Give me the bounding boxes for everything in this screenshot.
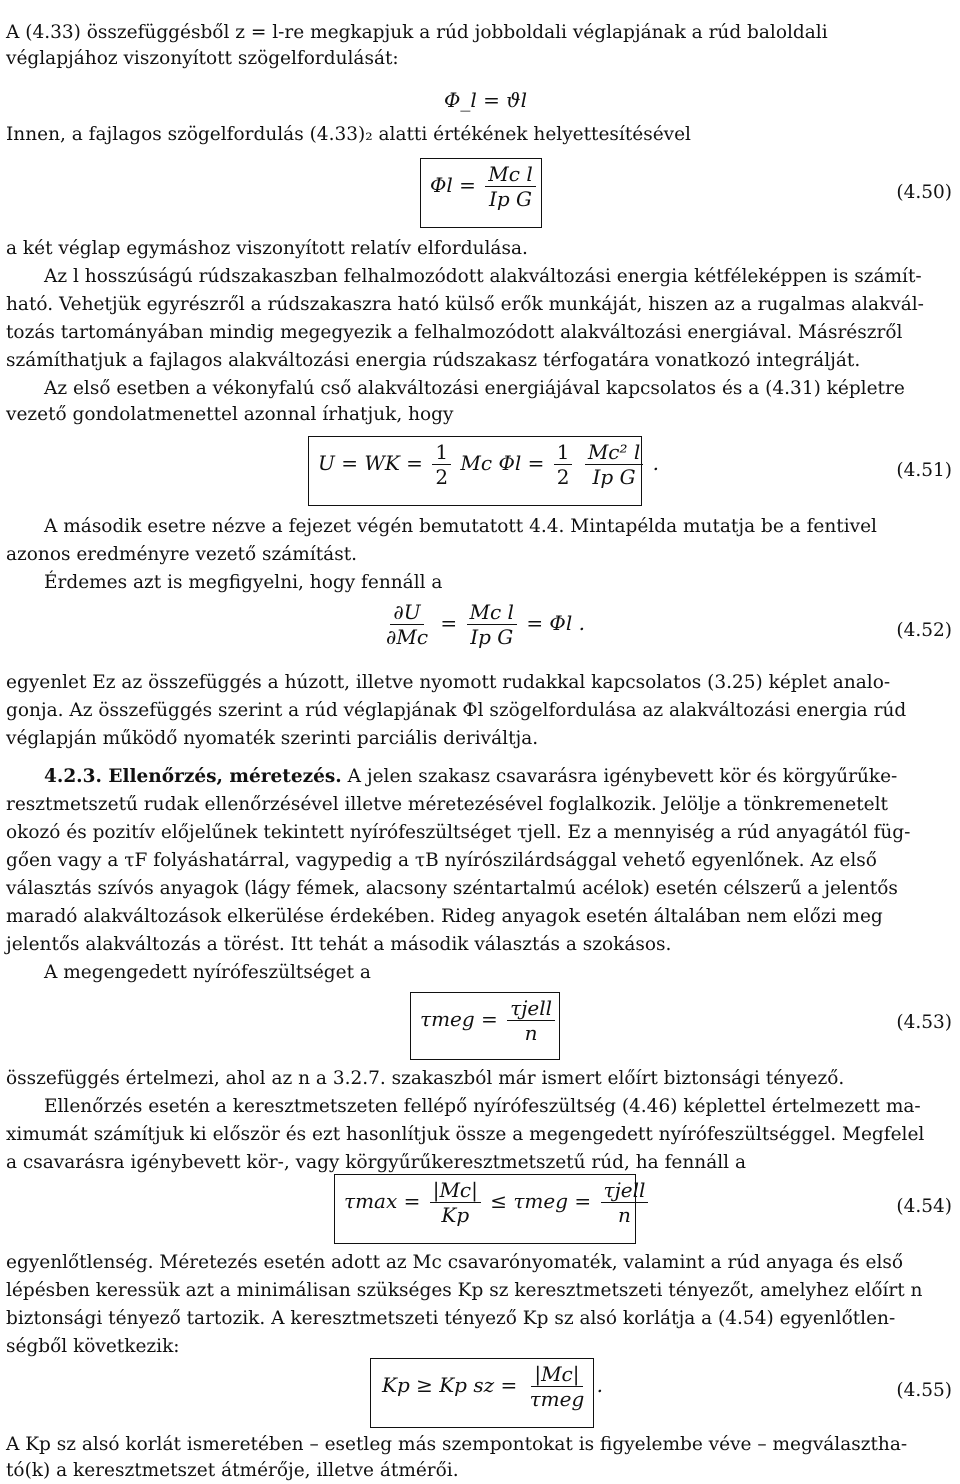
text-line: jelentős alakváltozás a törést. Itt tehát a második választás a szokásos.: [6, 934, 672, 955]
text-line: Érdemes azt is megfigyelni, hogy fennáll a: [44, 572, 443, 593]
text-line: választás szívós anyagok (lágy fémek, alacsony széntartalmú acélok) esetén célszerű a jelentős: [6, 878, 898, 899]
section-paragraph-start: 4.2.3. Ellenőrzés, méretezés. A jelen szakasz csavarásra igénybevett kör és körgyűrűke-: [44, 766, 898, 787]
text-line: resztmetszetű rudak ellenőrzésével illetve méretezésével foglalkozik. Jelölje a tönkremenetelt: [6, 794, 888, 815]
equation-4-50: Φl = $\frac{\text{Mc l}}{\text{Ip G}}$: [430, 162, 539, 211]
text-line: gően vagy a τF folyáshatárral, vagypedig a τB nyírószilárdsággal vehető egyenlőnek. Az első: [6, 850, 877, 871]
text-line: okozó és pozitív előjelűnek tekintett nyírófeszültséget τjell. Ez a mennyiség a rúd anyagától füg-: [6, 822, 911, 843]
text-line: tozás tartományában mindig megegyezik a felhalmozódott alakváltozási energiával. Másrészről: [6, 322, 903, 343]
text-line: a két véglap egymáshoz viszonyított relatív elfordulása.: [6, 238, 528, 259]
text-line: A Kp sz alsó korlát ismeretében – esetleg más szempontokat is figyelembe véve – megválasztha-: [6, 1434, 908, 1455]
equation-number: (4.52): [896, 620, 952, 641]
text-line: számíthatjuk a fajlagos alakváltozási energia rúdszakasz térfogatára vonatkozó integrálját.: [6, 350, 861, 371]
equation-4-54: τmax = $\frac{|Mc|}{Kp}$ ≤ τmeg = $\frac{\text{τjell}}{n}$: [344, 1178, 651, 1227]
text-line: Ellenőrzés esetén a keresztmetszeten fellépő nyírófeszültség (4.46) képlettel értelmezett ma-: [44, 1096, 921, 1117]
text-line: azonos eredményre vezető számítást.: [6, 544, 358, 565]
text-line: Az l hosszúságú rúdszakaszban felhalmozódott alakváltozási energia kétféleképpen is számít-: [44, 266, 922, 287]
equation-4-55: Kp ≥ Kp sz = $\frac{|Mc|}{\text{τmeg}}$ .: [382, 1362, 603, 1411]
text-line: egyenlőtlenség. Méretezés esetén adott az Mc csavarónyomaték, valamint a rúd anyaga és első: [6, 1252, 904, 1273]
text-line: Az első esetben a vékonyfalú cső alakváltozási energiájával kapcsolatos és a (4.31) képletre: [44, 378, 905, 399]
text-line: A megengedett nyírófeszültséget a: [44, 962, 371, 983]
text-line: véglapján működő nyomaték szerinti parciális deriváltja.: [6, 728, 539, 749]
text-line: ségből következik:: [6, 1336, 180, 1357]
equation-number: (4.55): [896, 1380, 952, 1401]
text-line: maradó alakváltozások elkerülése érdekében. Rideg anyagok esetén általában nem előzi meg: [6, 906, 883, 927]
equation-4-53: τmeg = $\frac{\text{τjell}}{n}$: [420, 996, 558, 1045]
equation-number: (4.54): [896, 1196, 952, 1217]
text-line: lépésben keressük azt a minimálisan szükséges Kp sz keresztmetszeti tényezőt, amelyhez előírt n: [6, 1280, 923, 1301]
text-line: ximumát számítjuk ki először és ezt hasonlítjuk össze a megengedett nyírófeszültséggel. Megfelel: [6, 1124, 925, 1145]
text-line: A második esetre nézve a fejezet végén bemutatott 4.4. Mintapélda mutatja be a fentivel: [44, 516, 877, 537]
text-line: véglapjához viszonyított szögelfordulását:: [6, 48, 399, 69]
text-line: egyenlet Ez az összefüggés a húzott, illetve nyomott rudakkal kapcsolatos (3.25) képlet analo-: [6, 672, 891, 693]
text-line: A (4.33) összefüggésből z = l-re megkapjuk a rúd jobboldali véglapjának a rúd baloldali: [6, 22, 828, 43]
section-heading: 4.2.3. Ellenőrzés, méretezés.: [44, 766, 342, 787]
equation-4-52: $\frac{\partial U}{\partial Mc}$ = $\frac{\text{Mc l}}{\text{Ip G}}$ = Φl .: [386, 600, 585, 649]
text-line: Innen, a fajlagos szögelfordulás (4.33)₂ alatti értékének helyettesítésével: [6, 124, 691, 145]
equation-number: (4.50): [896, 182, 952, 203]
text-line: tó(k) a keresztmetszet átmérője, illetve átmérői.: [6, 1460, 459, 1481]
text-line: ható. Vehetjük egyrészről a rúdszakaszra ható külső erők munkáját, hiszen az a rugalmas alakvál-: [6, 294, 924, 315]
text-line: vezető gondolatmenettel azonnal írhatjuk, hogy: [6, 404, 454, 425]
equation-number: (4.53): [896, 1012, 952, 1033]
text-line: gonja. Az összefüggés szerint a rúd véglapjának Φl szögelfordulása az alakváltozási energia rúd: [6, 700, 907, 721]
text-line: a csavarásra igénybevett kör-, vagy körgyűrűkeresztmetszetű rúd, ha fennáll a: [6, 1152, 746, 1173]
equation-number: (4.51): [896, 460, 952, 481]
equation-phi: Φ_l = ϑl: [444, 88, 527, 112]
text-line: összefüggés értelmezi, ahol az n a 3.2.7. szakaszból már ismert előírt biztonsági tényező.: [6, 1068, 845, 1089]
text-line: biztonsági tényező tartozik. A keresztmetszeti tényező Kp sz alsó korlátja a (4.54) egyenlőtlen-: [6, 1308, 896, 1329]
equation-4-51: U = WK = $\frac{1}{2}$ Mc Φl = $\frac{1}{2}$ $\frac{\text{Mc² l}}{\text{Ip G}}$ .: [318, 440, 659, 489]
